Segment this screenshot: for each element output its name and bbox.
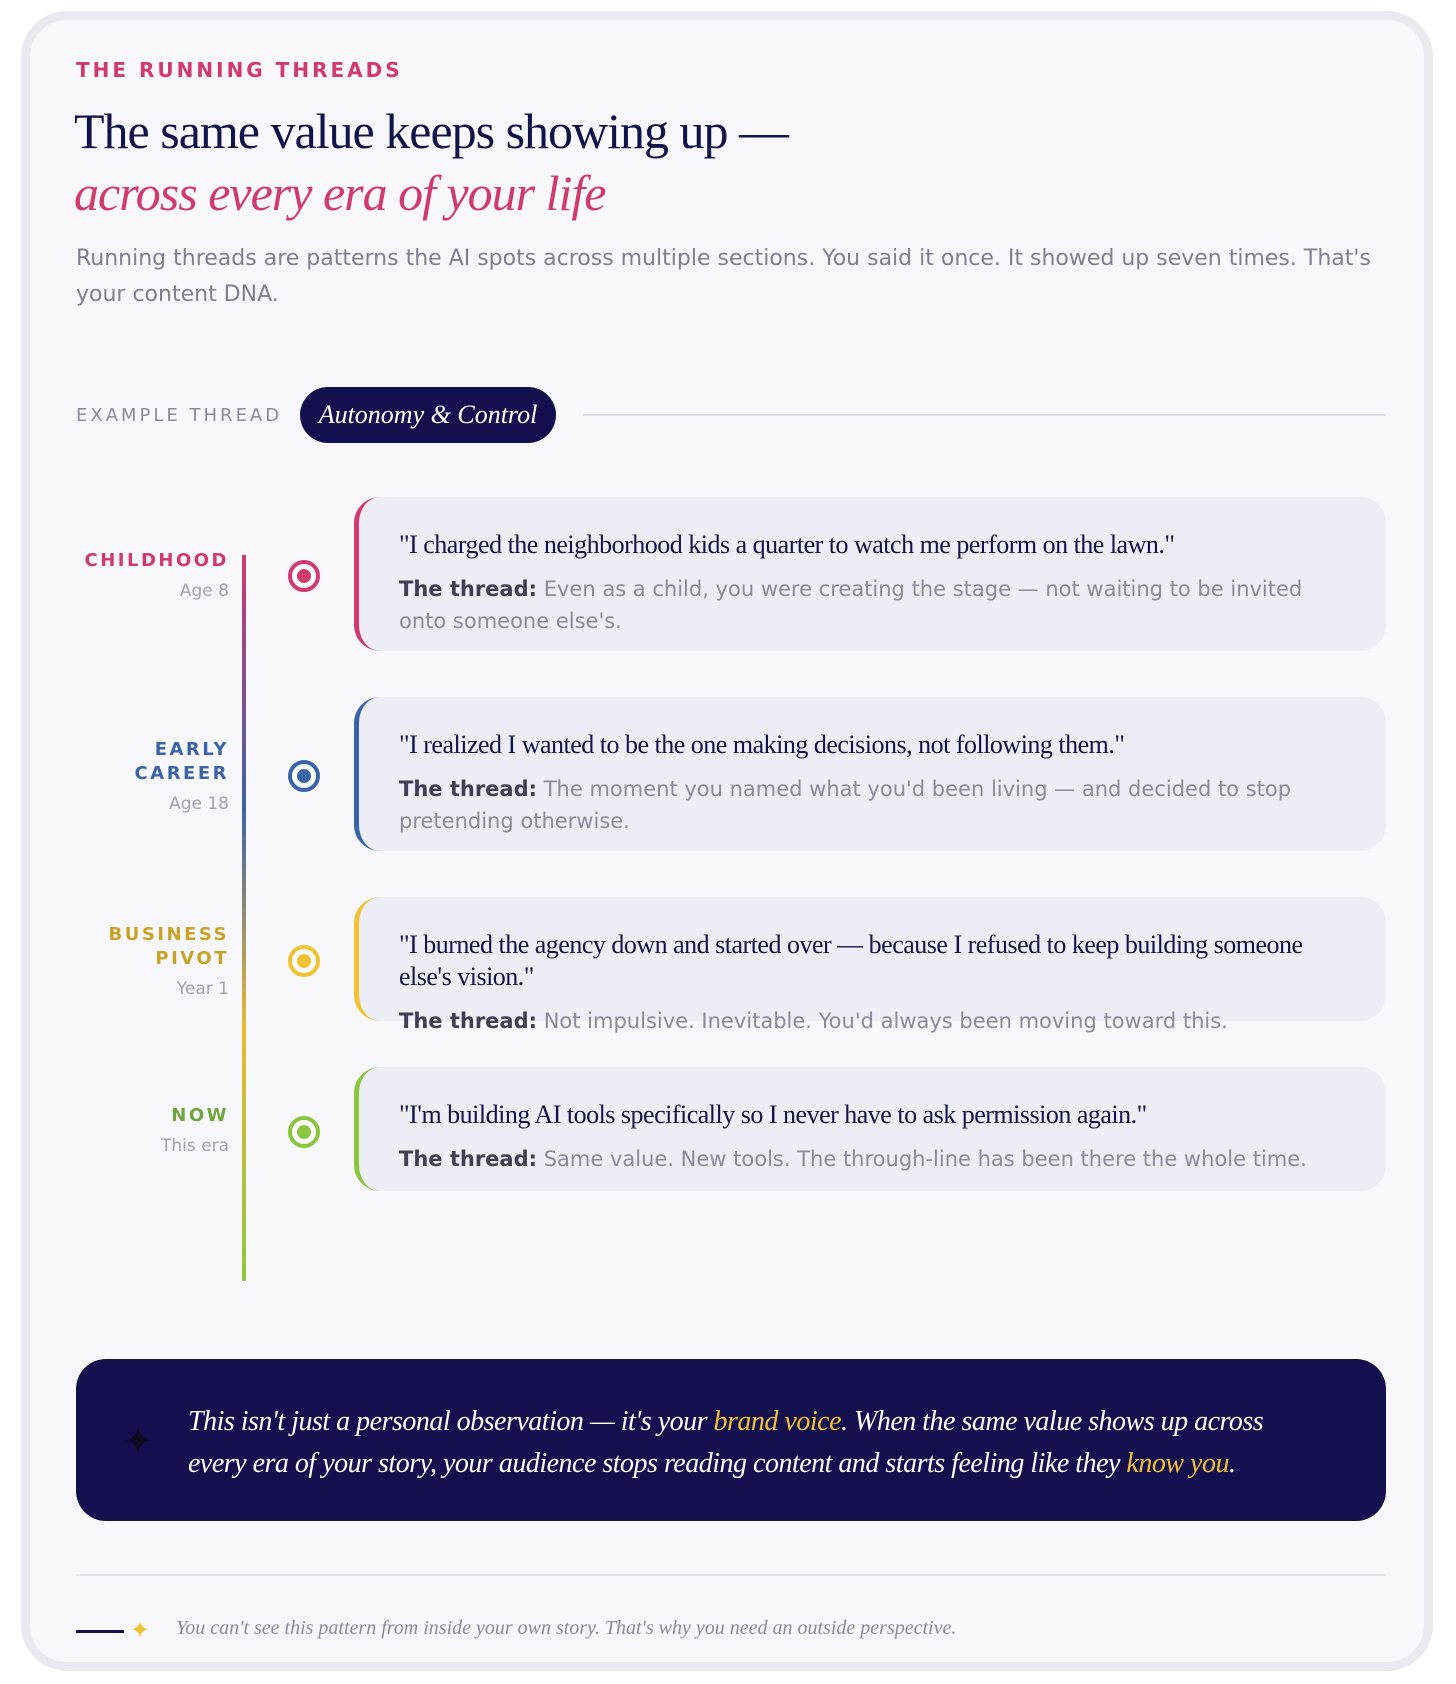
era-label-early-career (135, 738, 229, 816)
timeline-marker-early-career (288, 760, 320, 792)
example-thread-label: EXAMPLE THREAD (76, 405, 283, 426)
footer-divider (76, 1574, 1386, 1576)
era-name: NOW (171, 1105, 229, 1126)
quote-text: "I charged the neighborhood kids a quarter to watch me perform on the lawn." (399, 530, 1175, 559)
sparkle-icon: ✦ (122, 1419, 154, 1463)
callout-text (188, 1401, 1318, 1485)
footer-note: You can't see this pattern from inside your own story. That's why you need an outside perspective. (176, 1617, 957, 1639)
thread-text: Not impulsive. Inevitable. You'd always been moving toward this. (543, 1009, 1228, 1033)
era-name: BUSINESS (108, 924, 229, 945)
running-threads-card (21, 11, 1433, 1671)
example-thread-row (76, 387, 1386, 443)
era-name: CHILDHOOD (84, 550, 229, 571)
marker-dot (297, 569, 311, 583)
era-label-business-pivot (109, 923, 229, 1001)
thread-label: The thread: (399, 1009, 538, 1033)
thread-label: The thread: (399, 577, 538, 601)
footer-dash (76, 1630, 124, 1633)
era-age: Year 1 (176, 979, 229, 999)
callout-highlight-know-you: know you (1126, 1448, 1229, 1479)
callout-part-1: This isn't just a personal observation — it's your (188, 1406, 714, 1437)
era-name-line-2: PIVOT (155, 948, 229, 969)
quote-card-now (354, 1067, 1386, 1191)
marker-dot (297, 1125, 311, 1139)
era-label-childhood (85, 549, 230, 603)
timeline-marker-business-pivot (288, 945, 320, 977)
marker-dot (297, 954, 311, 968)
page-title (74, 100, 788, 224)
thread-pill[interactable]: Autonomy & Control (300, 387, 556, 443)
thread-label: The thread: (399, 777, 538, 801)
thread-explanation (399, 1005, 1346, 1037)
timeline-marker-now (288, 1116, 320, 1148)
brand-voice-callout (76, 1359, 1386, 1521)
quote-card-business-pivot (354, 897, 1386, 1033)
quote-card-early-career (354, 697, 1386, 851)
thread-label: The thread: (399, 1147, 538, 1171)
thread-text: The moment you named what you'd been living — and decided to stop pretending otherwise. (399, 777, 1292, 833)
era-age: Age 18 (169, 794, 229, 814)
timeline-line (242, 555, 246, 1281)
thread-explanation (399, 573, 1346, 637)
thread-text: Even as a child, you were creating the stage — not waiting to be invited onto someone else's. (399, 577, 1303, 633)
callout-part-3: . (1228, 1448, 1236, 1479)
headline-line-1: The same value keeps showing up — (74, 103, 789, 159)
thread-explanation (399, 773, 1346, 837)
quote-text: "I'm building AI tools specifically so I never have to ask permission again." (399, 1100, 1147, 1129)
intro-paragraph: Running threads are patterns the AI spots across multiple sections. You said it once. It showed up seven times. That's your content DNA. (76, 246, 1371, 307)
marker-dot (297, 769, 311, 783)
headline-line-2: across every era of your life (74, 165, 606, 221)
quote-text: "I burned the agency down and started over — because I refused to keep building someone else's vision." (399, 930, 1303, 991)
section-eyebrow: THE RUNNING THREADS (76, 58, 403, 82)
timeline-marker-childhood (288, 560, 320, 592)
era-age: Age 8 (179, 581, 229, 601)
callout-part-2: . When the same value shows up across every era of your story, your audience stops reading content and starts feeling like they (188, 1406, 1264, 1479)
thread-text: Same value. New tools. The through-line has been there the whole time. (543, 1147, 1307, 1171)
quote-card-childhood (354, 497, 1386, 651)
quote-text: "I realized I wanted to be the one making decisions, not following them." (399, 730, 1125, 759)
callout-highlight-brand-voice: brand voice (713, 1406, 841, 1437)
era-age: This era (160, 1136, 229, 1156)
era-name: EARLY (154, 739, 229, 760)
divider (583, 414, 1386, 416)
thread-explanation (399, 1143, 1346, 1175)
sparkle-icon: ✦ (130, 1616, 151, 1644)
era-name-line-2: CAREER (134, 763, 229, 784)
era-label-now (161, 1104, 229, 1158)
